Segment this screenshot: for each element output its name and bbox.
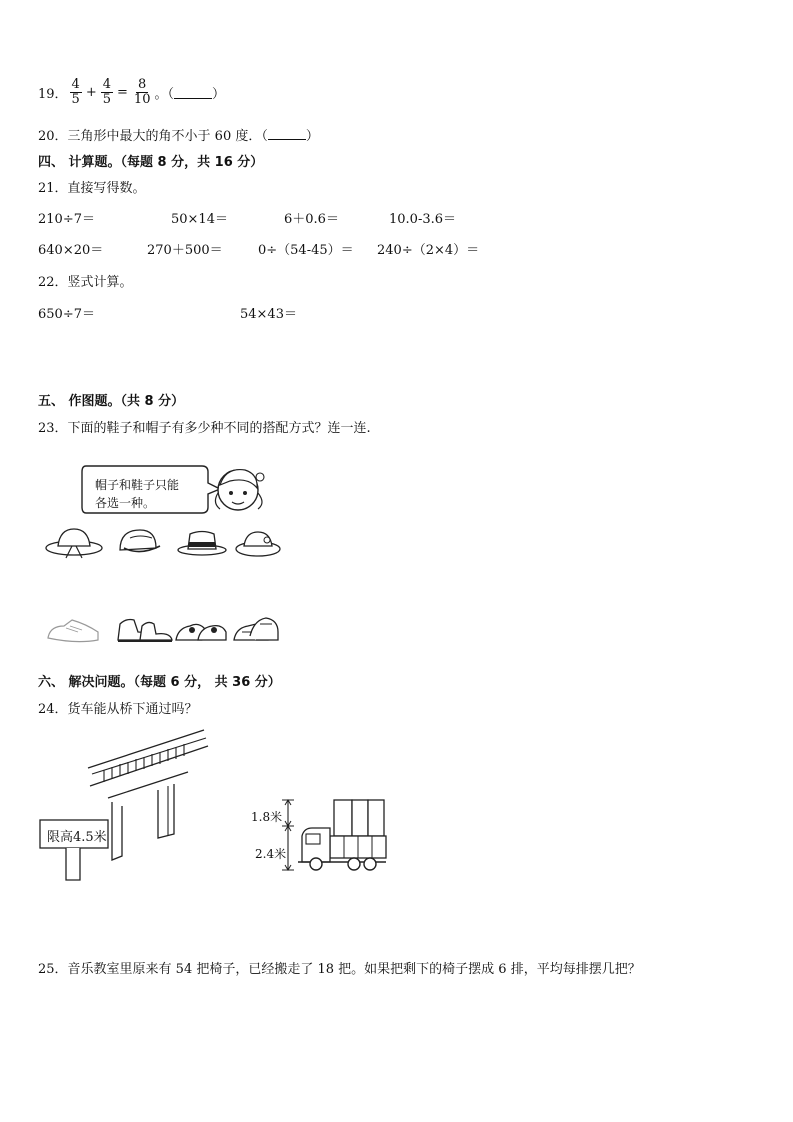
calc-8: 240÷（2×4）＝ <box>377 243 480 258</box>
height-limit-sign: 限高4.5米 <box>47 830 107 845</box>
bridge-icon <box>38 726 218 882</box>
calc-1: 210÷7＝ <box>38 212 95 227</box>
section-6-title: 六、 解决问题。（每题 6 分， 共 36 分） <box>38 675 281 690</box>
calc-4: 10.0-3.6＝ <box>389 212 457 227</box>
shoes-row <box>46 614 282 646</box>
q19-number: 19． <box>38 87 68 102</box>
truck-bottom-height: 2.4米 <box>255 847 287 861</box>
question-21: 21．直接写得数。 <box>38 181 146 196</box>
calc-3: 6＋0.6＝ <box>284 212 339 227</box>
hat-4-icon <box>236 532 280 556</box>
q19-close: ） <box>211 87 225 102</box>
section-5-title: 五、 作图题。（共 8 分） <box>38 394 185 409</box>
plus-sign: + <box>85 85 97 100</box>
vertical-calc-2: 54×43＝ <box>240 307 297 322</box>
bubble-line-2: 各选一种。 <box>95 496 156 510</box>
question-25: 25．音乐教室里原来有 54 把椅子，已经搬走了 18 把。如果把剩下的椅子摆成 6 排，平均每排摆几把？ <box>38 962 641 977</box>
hat-1-icon <box>46 529 102 558</box>
shoe-3-icon <box>176 624 226 640</box>
q19-answer-blank[interactable] <box>174 86 212 99</box>
shoe-4-icon <box>234 618 278 640</box>
section-4-title: 四、 计算题。（每题 8 分，共 16 分） <box>38 155 264 170</box>
bubble-line-1: 帽子和鞋子只能 <box>95 478 180 492</box>
fraction-2: $\frac{4}{5}$ <box>102 77 112 107</box>
question-23: 23．下面的鞋子和帽子有多少种不同的搭配方式？连一连. <box>38 421 371 436</box>
truck-top-height: 1.8米 <box>251 810 283 824</box>
question-20: 20．三角形中最大的角不小于 60 度．（ ） <box>38 129 319 144</box>
calc-6: 270＋500＝ <box>147 243 223 258</box>
calc-5: 640×20＝ <box>38 243 104 258</box>
hats-row <box>44 526 284 560</box>
question-24: 24．货车能从桥下通过吗？ <box>38 702 198 717</box>
truck-icon <box>278 796 390 876</box>
shoe-2-icon <box>118 620 172 642</box>
q19-suffix: 。（ <box>154 87 174 102</box>
fraction-1: $\frac{4}{5}$ <box>71 77 80 107</box>
shoe-1-icon <box>48 620 98 642</box>
q20-answer-blank[interactable] <box>268 127 306 140</box>
hat-3-icon <box>178 532 226 556</box>
question-19 <box>38 78 225 107</box>
calc-2: 50×14＝ <box>171 212 228 227</box>
equals-sign: = <box>117 85 128 100</box>
hat-2-icon <box>120 530 160 552</box>
question-22: 22．竖式计算。 <box>38 275 133 290</box>
vertical-calc-1: 650÷7＝ <box>38 307 95 322</box>
fraction-3: $\frac{8}{10}$ <box>133 77 151 107</box>
calc-7: 0÷（54-45）＝ <box>258 243 354 258</box>
